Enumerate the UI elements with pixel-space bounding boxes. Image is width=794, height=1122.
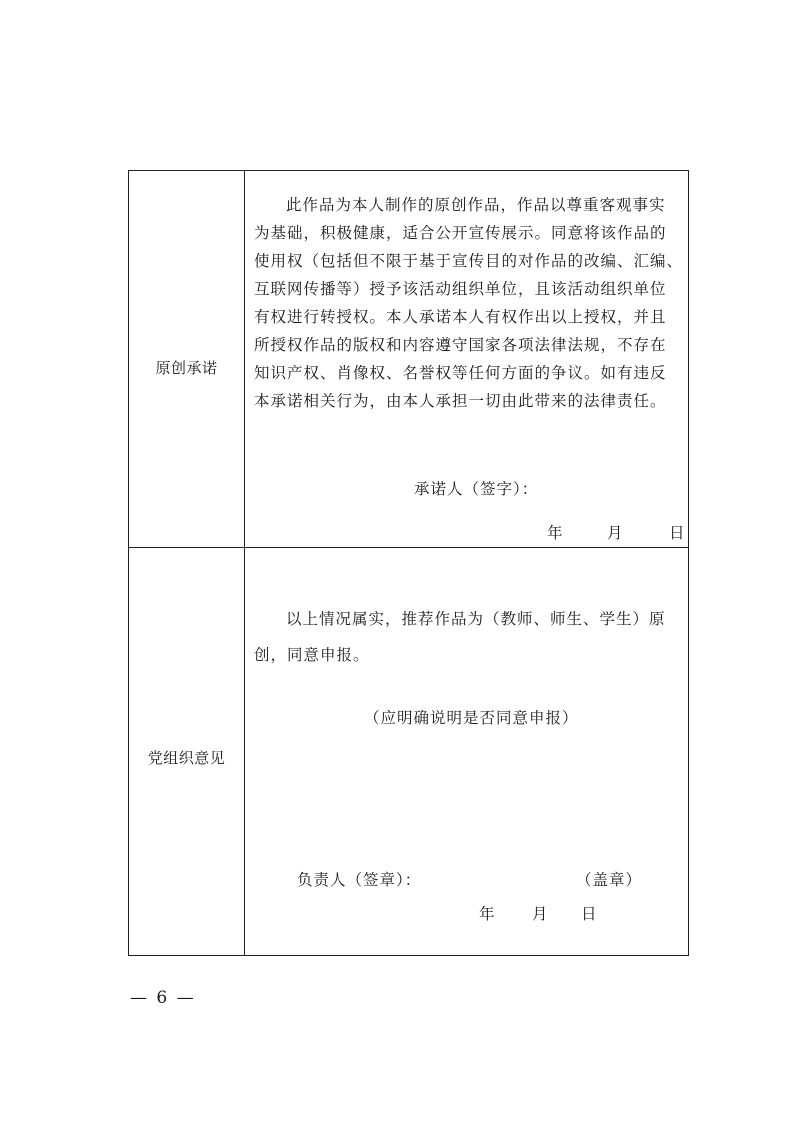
paragraph-line: 为基础，积极健康，适合公开宣传展示。同意将该作品的 bbox=[254, 224, 667, 242]
paragraph-line: 使用权（包括但不限于基于宣传目的对作品的改编、汇编、 bbox=[254, 252, 684, 270]
signer-signature-field[interactable]: 承诺人（签字）： bbox=[414, 480, 539, 498]
form-table bbox=[128, 170, 689, 956]
date-day-label: 日 bbox=[669, 524, 685, 542]
date-day-label: 日 bbox=[581, 905, 597, 923]
column-divider bbox=[244, 171, 245, 955]
paragraph-line: 创，同意申报。 bbox=[254, 646, 370, 664]
row-label-party-opinion: 党组织意见 bbox=[147, 749, 226, 767]
row-divider bbox=[129, 547, 688, 548]
paragraph-line: 有权进行转授权。本人承诺本人有权作出以上授权，并且 bbox=[254, 308, 667, 326]
date-month-label: 月 bbox=[532, 905, 548, 923]
date-year-label: 年 bbox=[547, 524, 563, 542]
opinion-paragraph bbox=[254, 601, 666, 673]
paragraph-line: 以上情况属实，推荐作品为（教师、师生、学生）原 bbox=[286, 610, 666, 628]
commitment-paragraph bbox=[254, 191, 684, 415]
responsible-signature-field[interactable]: 负责人（签章）： bbox=[297, 871, 422, 889]
paragraph-line: 互联网传播等）授予该活动组织单位，且该活动组织单位 bbox=[254, 280, 667, 298]
paragraph-line: 本承诺相关行为，由本人承担一切由此带来的法律责任。 bbox=[254, 392, 667, 410]
row-label-original-commitment: 原创承诺 bbox=[155, 359, 218, 377]
instruction-note: （应明确说明是否同意申报） bbox=[364, 709, 579, 727]
date-year-label: 年 bbox=[479, 905, 495, 923]
paragraph-line: 所授权作品的版权和内容遵守国家各项法律法规，不存在 bbox=[254, 336, 667, 354]
date-month-label: 月 bbox=[607, 524, 623, 542]
paragraph-line: 知识产权、肖像权、名誉权等任何方面的争议。如有违反 bbox=[254, 364, 667, 382]
seal-label: （盖章） bbox=[576, 871, 643, 889]
page-number: — 6 — bbox=[130, 988, 196, 1008]
paragraph-line: 此作品为本人制作的原创作品，作品以尊重客观事实 bbox=[286, 196, 666, 214]
